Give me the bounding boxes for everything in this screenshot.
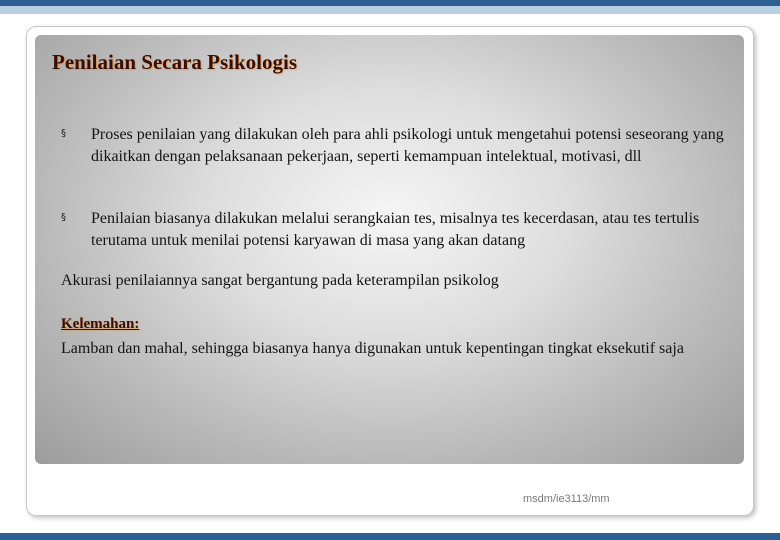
weakness-label: Kelemahan: [61, 316, 140, 332]
slide-footer: msdm/ie3113/mm [523, 493, 610, 505]
accuracy-text: Akurasi penilaiannya sangat bergantung pada keterampilan psikolog [61, 272, 499, 289]
slide-title: Penilaian Secara Psikologis [52, 50, 298, 74]
bullet-text-2: Penilaian biasanya dilakukan melalui serangkaian tes, misalnya tes kecerdasan, atau tes tertulis terutama untuk menilai potensi karyawan di masa yang akan datang [91, 210, 700, 249]
footer-bar [0, 533, 780, 540]
bullet-marker-1: § [61, 128, 66, 139]
weakness-text: Lamban dan mahal, sehingga biasanya hanya digunakan untuk kepentingan tingkat eksekutif saja [61, 340, 684, 357]
bullet-text-1: Proses penilaian yang dilakukan oleh para ahli psikologi untuk mengetahui potensi seseorang yang dikaitkan dengan pelaksanaan pekerjaan, seperti kemampuan intelektual, motivasi, dll [91, 126, 724, 165]
header-bar-light [0, 6, 780, 14]
bullet-marker-2: § [61, 212, 66, 223]
